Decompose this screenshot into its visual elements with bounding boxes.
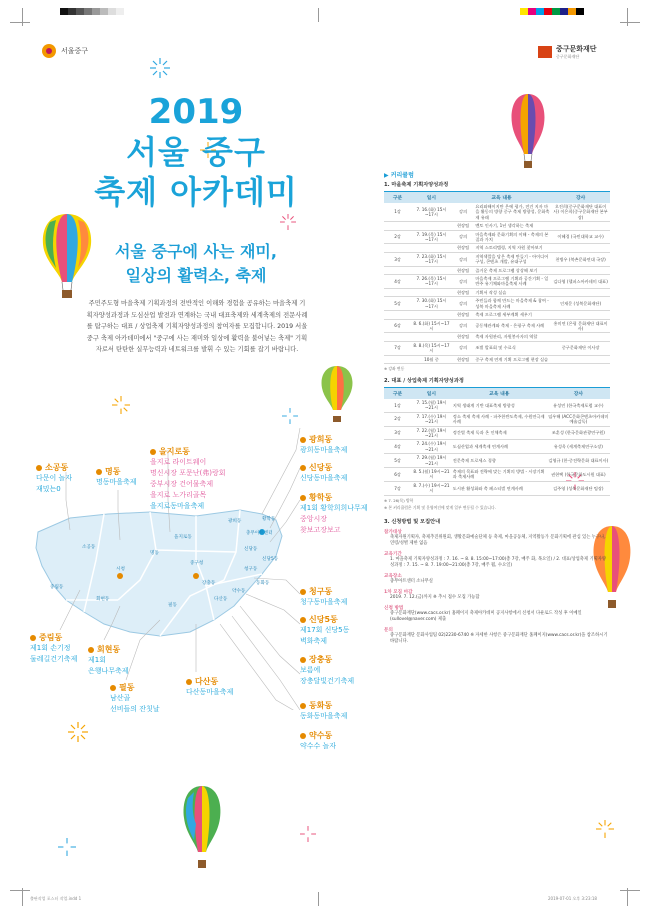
cell-no [384,288,411,296]
table-header: 강사 [547,387,610,399]
table-row [384,440,610,454]
table-row [384,311,610,319]
table-row [384,355,610,363]
table-header: 구분 [384,192,411,204]
location-pin-icon [110,685,116,691]
cell-content: 도심산업과 세계축제 연계사례 [452,440,547,454]
district-label: 황학동 [262,517,276,522]
district-label: 약수동 [232,589,246,594]
area-gwanghui: 광희동 광희동마을축제 [300,435,348,454]
firework-icon [200,142,216,158]
location-pin-icon [300,703,306,709]
district-label: 다산동 [214,597,228,602]
table-row [384,222,610,230]
cell-no [384,222,411,230]
table-row [384,481,610,495]
cell-content: 축제의 목표와 전략에 맞는 기획의 방법 - 시장기획과 축제사례 [452,468,547,482]
cell-teacher: 김주영 (성북문화재단 팀장) [547,481,610,495]
cell-teacher: 권현택 (한국문화도시원 대표) [547,468,610,482]
firework-icon [280,214,296,230]
location-pin-icon [300,617,306,623]
cell-content: 즐거운 축제 프로그램 상상해 보기 [474,266,551,274]
cell-no: 6강 [384,319,411,333]
district-label: 중림동 [50,585,64,590]
hot-air-balloon-icon [180,784,224,874]
cell-no: 7강 [384,481,411,495]
area-myeongdong: 명동 명동마을축제 [96,467,137,486]
cell-content: 마을축제와 문화기획의 이해 - 축제의 본질과 가치 [474,230,551,244]
location-pin-icon [300,657,306,663]
info-item [384,627,610,645]
hot-air-balloon-icon [508,92,548,174]
cell-no: 4강 [384,440,411,454]
cell-content: 중구 축제 연계 기획 프로그램 현장 실습 [474,355,551,363]
grayscale-bar [60,8,124,15]
info-label: 참가대상 [384,529,402,535]
cell-teacher: 오진희(중구문화재단 대표이사) 이은희(중구문화재단 본부장) [551,203,610,222]
cell-no [384,333,411,341]
info-item [384,529,610,547]
cell-no [384,311,411,319]
cell-teacher: 임우해 (ACC문화콘텐츠아카데미 예술감독) [548,413,609,425]
cell-type: 강의 [452,341,475,355]
cell-content: 마을축제 프로그램 기획과 공간기획 - 일반주 유기체와마을축제 사례 [474,275,551,289]
cell-type: 강의 [452,203,475,222]
area-yaksu: 약수동 약수수 놀자 [300,731,337,750]
cell-teacher [551,355,610,363]
cell-teacher [551,311,610,319]
cell-type: 현장팀 [452,266,475,274]
area-jangchung: 장충동 보름에 장충달빛건기축제 [300,655,355,685]
cell-content: 주민들과 함께 만드는 마을축제 & 참여 - 성북 마을축제 사례 [474,297,551,311]
cell-content: 정간별 축제 독과 온 인체축제 [452,426,547,440]
firework-icon [150,58,170,78]
table-note: ※ 본 커리큘럼은 기획 및 운영여건에 맞게 일부 변동될 수 있습니다. [384,504,496,510]
district-label: 을지로동 [174,535,192,540]
foundation-logo-subtext: 중구문화재단 [556,54,580,59]
cell-content: 도시관 활성화와 축 페스티벌 연계사례 [452,481,547,495]
district-label: 장충동 [202,581,216,586]
info-value: 1. 마을축제 기획자양성과정 : 7. 16. ~ 8. 8. 15:00~17:00(총 7강, 매주 화, 목요일) / 2. 대표/상업축제 기획자양성과정 : 7. 15. ~ 8. 7. 19:00~21:00(총 7강, 매주 월, 수요일) [390,556,607,568]
table-header: 강사 [551,192,610,204]
cell-date: 7. 22.(월) 19시~21시 [411,426,452,440]
table-header: 교육 내용 [452,387,547,399]
table-header: 교육 내용 [452,192,551,204]
info-value: 2019. 7. 12.(금)까지 ※ 추시 접수 모집 가능함 [390,594,480,600]
district-label: 동화동 [256,581,270,586]
village-festival-table [384,191,610,364]
cell-no: 7강 [384,341,411,355]
table-row [384,341,610,355]
cell-no: 5강 [384,454,411,468]
location-pin-icon [150,449,156,455]
district-label: 소공동 [82,545,96,550]
location-pin-icon [300,589,306,595]
cell-teacher: 조훈성 (한국문화관광연구원) [547,426,610,440]
info-label: 1차 모집 마감 [384,589,413,595]
table-row [384,288,610,296]
location-pin-icon [300,465,306,471]
cell-date: 7. 29.(월) 19시~21시 [411,454,452,468]
cell-type: 현장팀 [452,244,475,252]
firework-icon [58,838,76,856]
cell-content: 정소 축제 축제 사례 - 파주한반도축제, 수원연극제 사례 [452,412,547,426]
cell-date: 7. 30.(화) 15시~17시 [411,297,452,311]
intro-paragraph: 주민주도형 마을축제 기획과정의 전반적인 이해와 경험을 공유하는 마을축제 기획자양성과정과 도심산업 발전과 연계하는 국내 대표축제와 세계축제의 전문사례를 탐구하는 대표 / 상업축제 기획자양성과정의 참여자를 모집합니다. 2019 서울 중구 축제 아카데미에서 "중구에 사는 재미와 일상에 활력을 불어넣는 축제" 기획자로서 탄탄한 실무능력과 네트워크를 발휘 수 있는 기회를 잡기 바랍니다. [86,300,308,354]
firework-icon [68,722,88,742]
cell-type: 강의 [452,297,475,311]
cell-teacher [551,266,610,274]
info-item [384,573,610,585]
foundation-logo [538,44,597,60]
district-label: 광희동 [228,519,242,524]
cell-no: 6강 [384,468,411,482]
table-row [384,319,610,333]
cell-teacher: 김다영 (헬퍼스아카데미 대표) [551,275,610,289]
table-row [384,333,610,341]
district-label: 회현동 [96,597,110,602]
district-label: 청구동 [244,567,258,572]
table-row [384,468,610,482]
print-footer-right: 2019-07-01 오후 3:23:18 [548,896,597,901]
cell-date: 7. 15.(월) 19시~21시 [411,399,452,412]
cell-date: 7. 24.(수) 19시~21시 [411,440,452,454]
subtitle-line1: 서울 중구에 사는 재미, [115,242,277,261]
info-item [384,551,610,569]
cell-teacher [551,288,610,296]
area-dasan: 다산동 다산동마을축제 [186,677,234,696]
location-pin-icon [300,437,306,443]
cell-date: 7. 26.(목) 15시~17시 [411,275,452,289]
application-info [384,529,610,645]
info-label: 교육장소 [384,573,402,579]
table-row [384,297,610,311]
district-label: 충무아트센터 [246,531,273,536]
cell-type: 현장팀 [452,355,475,363]
curriculum-header: ▶ 커리큘럼 [384,172,414,179]
table-row [384,203,610,222]
subtitle [86,240,306,288]
info-item [384,589,610,601]
info-value: 충무아트센터 소나무실 [390,578,433,584]
color-bar [520,8,584,15]
district-label: 시청 [116,567,125,572]
table-row [384,426,610,440]
area-hwanghak: 황학동 제1회 황학희희나무제 중앙시장 찾보고장보고 [300,493,368,534]
table-row [384,252,610,266]
section1-title: 1. 마을축제 기획자양성과정 [384,182,449,188]
cell-type: 현장팀 [452,222,475,230]
cell-teacher [551,244,610,252]
area-sogong: 소공동 다문이 놀자 재밌는0 [36,463,73,493]
area-hoehyeon: 회현동 제1회 은행나무축제 [88,645,129,675]
cell-content: 지역 생태계 기반 대표축제 방향성 [452,399,547,412]
cell-teacher [551,333,610,341]
district-label: 명동 [150,551,159,556]
location-pin-icon [96,469,102,475]
cell-teacher: 천병우 (북촌문화연대 국장) [551,252,610,266]
cell-content: 공동체관계와 축제 - 은평구 축제 사례 [474,319,551,333]
cell-date: 7. 19.(목) 15시~17시 [411,230,452,244]
cell-content: 전문축제 프로세스 경향 [452,454,547,468]
table-header: 구분 [384,387,411,399]
info-value: 중구문화재단 문화사업팀 02)2230-6740 ※ 자세한 사항은 중구문화재단 홈페이지(www.cacs.or.kr)을 참조하시기 바랍니다. [390,632,608,644]
cell-type: 강의 [452,252,475,266]
cell-teacher: 김영규 (한·중전략문화 대표이사) [547,454,610,468]
cell-content: 지역색깔을 담은 축제 만들기 - 아이디어 구성, 콘텐츠 개발, 유대구성 [474,252,551,266]
cell-teacher: 중구문화재단 이사장 [551,341,610,355]
cell-content: 축제 프로그램 세부계획 세우기 [474,311,551,319]
section2-title: 2. 대표 / 상업축제 기획자양성과정 [384,377,464,384]
cell-date: 7. 17.(수) 19시~21시 [411,412,452,426]
cell-teacher: 유성민 (한국축제포럼 교수) [547,399,610,412]
cell-date: 8. 8.(목) 15시~17시 [411,341,452,355]
cell-no: 2강 [384,230,411,244]
cell-content: 조별 발표회 및 수료식 [474,341,551,355]
seoul-jung-gu-logo-icon [42,44,56,58]
info-value: 축제자원기획자, 축제추진위원회, 생활문화예술단체 등 축제, 마을공동체, 지역활동가 문화기획에 관심 있는 누구나, 연령/성별 제한 없음 [390,534,606,546]
table-header: 일시 [411,192,452,204]
table-row [384,399,610,412]
jung-gu-logo-text: 서울중구 [61,47,89,55]
cell-teacher: 홍미연 (은평 문화재단 대표이사) [551,319,610,333]
cell-date: 8. 5.(월) 19시~21시 [411,468,452,482]
cell-no: 3강 [384,426,411,440]
location-pin-icon [300,495,306,501]
cell-date [411,222,452,230]
cell-date [411,333,452,341]
foundation-logo-text: 중구문화재단 [556,45,597,53]
cell-content: 멘토 인사기, 1년 생각하는 축제 [474,222,551,230]
cell-type: 강의 [452,319,475,333]
location-pin-icon [300,733,306,739]
foundation-logo-icon [538,46,552,58]
cell-no [384,266,411,274]
info-item [384,605,610,623]
section3-title: 3. 신청방법 및 모집안내 [384,518,441,525]
district-label: 신당5동 [262,557,279,562]
cell-date: 10월 중 [411,355,452,363]
cell-no: 1강 [384,203,411,222]
jung-gu-festival-map [0,410,380,710]
table-row [384,244,610,252]
subtitle-line2: 일상의 활력소, 축제 [125,266,267,285]
cell-no: 3강 [384,252,411,266]
cell-no [384,244,411,252]
cell-date [411,244,452,252]
cell-type: 현장팀 [452,288,475,296]
print-footer-left: 출판작업 포스터 작업.indd 1 [30,896,82,901]
table-row [384,275,610,289]
title-line1: 서울 중구 [126,133,266,171]
district-label: 신당동 [244,547,258,552]
table-row [384,412,610,426]
cell-date [411,311,452,319]
title-year: 2019 [148,92,244,132]
table-note: ※ 강좌 변동 [384,365,405,371]
cell-date [411,288,452,296]
area-euljiro: 을지로동 을지로 라이트웨이 명신시장 포문난(弗)랑회 중부시장 건어물축제 을지로 노가리골목 을지로동마을축제 [150,447,226,510]
cell-teacher [551,222,610,230]
hot-air-balloon-icon [38,212,96,304]
curriculum-column [384,170,610,645]
cell-date [411,266,452,274]
cell-content: 지역 스토리텔링, 지역 자원 찾아보기 [474,244,551,252]
cell-no: 5강 [384,297,411,311]
cell-type: 현장팀 [452,311,475,319]
firework-icon [300,826,316,842]
district-label: 필동 [168,603,177,608]
cell-date: 7. 23.(화) 15시~17시 [411,252,452,266]
location-pin-icon [186,679,192,685]
area-jungnim: 중림동 제1회 손기정 둘레길건기축제 [30,633,78,663]
table-row [384,266,610,274]
firework-icon [596,820,614,838]
location-pin-icon [88,647,94,653]
cell-type: 강의 [452,230,475,244]
location-pin-icon [30,635,36,641]
cell-teacher: 인재문 (성북문화재단) [551,297,610,311]
table-note: ※ 7. 26(목) 방학 [384,497,414,503]
cell-date: 8. 6.(화) 15시~17시 [411,319,452,333]
cell-teacher: 유성욱 (세계축제연구소장) [547,440,610,454]
title-line2: 축제 아카데미 [94,173,298,211]
cell-teacher: 이혜경 (국민대학교 교수) [551,230,610,244]
cell-content: 축제 자원관리, 자원봉사자의 역할 [474,333,551,341]
cell-date: 7. 16.(화) 15시~17시 [411,203,452,222]
area-sindang5: 신당5동 제17회 신당5동 벽화축제 [300,615,350,645]
info-label: 교육기간 [384,551,402,557]
cell-content: 요리와해이지만 은에 평가, 전건 지자 마을 활동의 방향 중구 축제 방향성, 문화축제 유래 [475,204,550,220]
cell-no: 4강 [384,275,411,289]
cell-date: 8. 7.(수) 19시~21시 [411,481,452,495]
cell-type: 강의 [452,275,475,289]
table-header: 일시 [411,387,452,399]
page-title [86,92,306,212]
info-label: 신청 방법 [384,605,404,611]
location-pin-icon [36,465,42,471]
flagship-festival-table [384,387,610,496]
info-value: 중구문화재단(www.cacs.or.kr) 홈페이지 축제아카데미 공지사항에서 신청서 다운로드 작성 후 이메일(sullovel@naver.com) 제출 [390,610,582,622]
cell-type: 현장팀 [452,333,475,341]
table-row [384,454,610,468]
cell-no [384,355,411,363]
cell-no: 2강 [384,412,411,426]
area-cheonggu: 청구동 청구동마을축제 [300,587,348,606]
info-label: 문의 [384,627,393,633]
area-pildong: 필동 남산골 [110,683,135,702]
area-sindang: 신당동 신당동마을축제 [300,463,348,482]
area-donghwa: 동화동 동화동마을축제 [300,701,348,720]
district-label: 중구청 [190,561,204,566]
jung-gu-logo [42,44,88,58]
table-row [384,230,610,244]
cell-content: 기획서 작성 실습 [474,288,551,296]
area-pildong-extra: 선비들의 잔칫날 [110,705,160,713]
cell-no: 1강 [384,399,411,412]
